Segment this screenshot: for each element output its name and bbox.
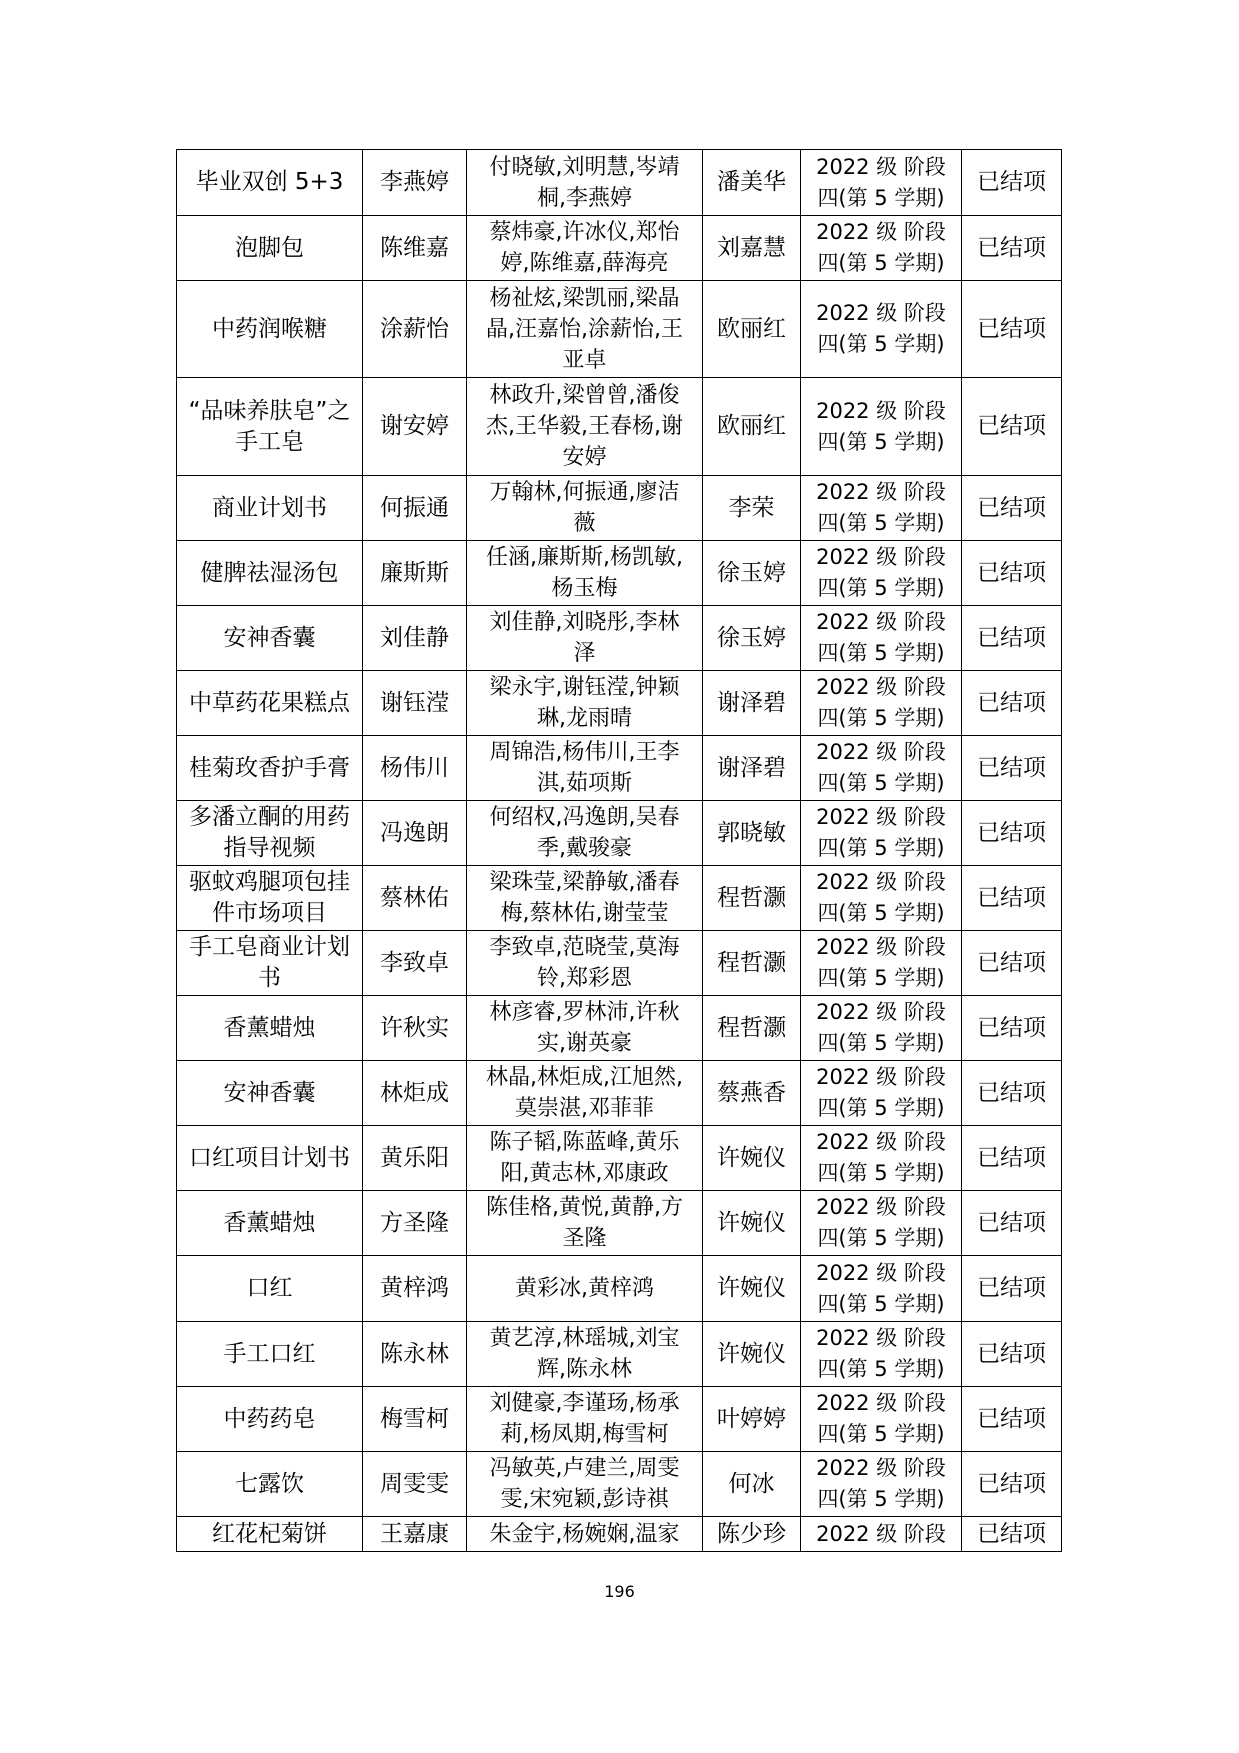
status-cell: 已结项 [962, 1061, 1062, 1126]
project-name-cell [177, 671, 363, 736]
phase-cell-line: 四(第 5 学期) [817, 1161, 945, 1185]
members-cell [467, 281, 703, 378]
project-name-cell-line: 香薰蜡烛 [223, 1014, 316, 1041]
members-cell-line: 冯敏英,卢建兰,周雯 [489, 1456, 680, 1481]
phase-cell [801, 1256, 962, 1322]
members-cell-line: 付晓敏,刘明慧,岑靖 [489, 154, 680, 180]
status-cell: 已结项 [962, 1387, 1062, 1452]
phase-cell-line: 2022 级 阶段 [816, 1195, 946, 1219]
phase-cell-line: 2022 级 阶段 [816, 935, 946, 959]
members-cell [467, 378, 703, 476]
project-name-cell-line: 健脾祛湿汤包 [200, 559, 339, 586]
project-name-cell-line: 商业计划书 [212, 494, 327, 521]
advisor-cell: 程哲灏 [703, 931, 801, 996]
leader-cell: 王嘉康 [363, 1517, 467, 1552]
leader-cell: 杨伟川 [363, 736, 467, 801]
leader-cell: 蔡林佑 [363, 866, 467, 931]
project-name-cell [177, 736, 363, 801]
advisor-cell: 程哲灏 [703, 866, 801, 931]
table-row [177, 931, 1062, 996]
phase-cell-line: 2022 级 阶段 [816, 870, 946, 894]
members-cell [467, 1452, 703, 1517]
phase-cell [801, 1322, 962, 1387]
status-cell: 已结项 [962, 1322, 1062, 1387]
phase-cell-line: 四(第 5 学期) [817, 511, 945, 535]
table-row [177, 1517, 1062, 1552]
members-cell-line: 淇,茹项斯 [537, 771, 632, 796]
leader-cell: 涂薪怡 [363, 281, 467, 378]
members-cell-line: 薇 [573, 511, 596, 536]
leader-cell: 许秋实 [363, 996, 467, 1061]
members-cell-line: 安婷 [562, 445, 607, 470]
advisor-cell: 徐玉婷 [703, 606, 801, 671]
project-name-cell [177, 1517, 363, 1552]
members-cell-line: 琳,龙雨晴 [537, 706, 632, 731]
status-cell: 已结项 [962, 378, 1062, 476]
leader-cell: 刘佳静 [363, 606, 467, 671]
advisor-cell: 蔡燕香 [703, 1061, 801, 1126]
members-cell-line: 梁永宇,谢钰滢,钟颖 [489, 675, 680, 700]
status-cell: 已结项 [962, 866, 1062, 931]
phase-cell [801, 541, 962, 606]
members-cell-line: 辉,陈永林 [537, 1357, 632, 1382]
project-name-cell-line: 毕业双创 5+3 [195, 169, 344, 195]
members-cell-line: 婷,陈维嘉,薛海亮 [500, 251, 669, 276]
project-name-cell [177, 541, 363, 606]
members-cell-line: 梅,蔡林佑,谢莹莹 [500, 901, 669, 926]
status-cell: 已结项 [962, 671, 1062, 736]
table-row [177, 736, 1062, 801]
phase-cell-line: 四(第 5 学期) [817, 641, 945, 665]
phase-cell-line: 四(第 5 学期) [817, 1357, 945, 1381]
project-name-cell [177, 1452, 363, 1517]
members-cell-line: 李致卓,范晓莹,莫海 [489, 935, 680, 960]
project-name-cell [177, 1256, 363, 1322]
members-cell [467, 476, 703, 541]
project-name-cell-line: 手工口红 [223, 1340, 316, 1367]
members-cell-line: 桐,李燕婷 [537, 185, 632, 211]
phase-cell-line: 四(第 5 学期) [817, 901, 945, 925]
members-cell [467, 931, 703, 996]
phase-cell [801, 1387, 962, 1452]
advisor-cell: 许婉仪 [703, 1126, 801, 1191]
advisor-cell: 郭晓敏 [703, 801, 801, 866]
status-cell: 已结项 [962, 606, 1062, 671]
advisor-cell: 欧丽红 [703, 281, 801, 378]
project-name-cell [177, 150, 363, 216]
phase-cell-line: 四(第 5 学期) [817, 1031, 945, 1055]
members-cell-line: 铃,郑彩恩 [537, 966, 632, 991]
project-name-cell-line: 件市场项目 [212, 900, 327, 926]
project-name-cell [177, 1191, 363, 1256]
phase-cell-line: 四(第 5 学期) [817, 429, 945, 454]
members-cell [467, 606, 703, 671]
leader-cell: 梅雪柯 [363, 1387, 467, 1452]
members-cell-line: 朱金宇,杨婉娴,温家 [489, 1521, 680, 1547]
project-name-cell [177, 866, 363, 931]
project-name-cell-line: 口红项目计划书 [189, 1144, 350, 1171]
members-cell [467, 671, 703, 736]
phase-cell-line: 四(第 5 学期) [817, 332, 945, 356]
advisor-cell: 李荣 [703, 476, 801, 541]
advisor-cell: 何冰 [703, 1452, 801, 1517]
advisor-cell: 程哲灏 [703, 996, 801, 1061]
members-cell [467, 736, 703, 801]
status-cell: 已结项 [962, 801, 1062, 866]
table-row [177, 378, 1062, 476]
leader-cell: 谢安婷 [363, 378, 467, 476]
members-cell [467, 150, 703, 216]
phase-cell [801, 1452, 962, 1517]
members-cell-line: 莫崇湛,邓菲菲 [515, 1096, 654, 1121]
phase-cell-line: 四(第 5 学期) [817, 185, 945, 210]
table-row [177, 801, 1062, 866]
phase-cell-line: 2022 级 阶段 [816, 154, 946, 179]
members-cell-line: 何绍权,冯逸朗,吴春 [489, 805, 680, 830]
advisor-cell: 许婉仪 [703, 1322, 801, 1387]
phase-cell-line: 四(第 5 学期) [817, 1487, 945, 1511]
members-cell-line: 林政升,梁曾曾,潘俊 [489, 383, 680, 408]
project-name-cell [177, 1126, 363, 1191]
table-row [177, 1256, 1062, 1322]
project-name-cell-line: 泡脚包 [235, 234, 304, 261]
table-row [177, 216, 1062, 281]
members-cell-line: 黄艺淳,林瑶城,刘宝 [489, 1326, 680, 1351]
members-cell [467, 1061, 703, 1126]
project-name-cell [177, 606, 363, 671]
table-row [177, 866, 1062, 931]
leader-cell: 黄乐阳 [363, 1126, 467, 1191]
status-cell: 已结项 [962, 1191, 1062, 1256]
project-name-cell [177, 801, 363, 866]
phase-cell-line: 四(第 5 学期) [817, 771, 945, 795]
phase-cell-line: 2022 级 阶段 [816, 805, 946, 829]
status-cell: 已结项 [962, 150, 1062, 216]
project-name-cell-line: 香薰蜡烛 [223, 1209, 316, 1236]
leader-cell: 黄梓鸿 [363, 1256, 467, 1322]
status-cell: 已结项 [962, 736, 1062, 801]
members-cell-line: 林彦睿,罗林沛,许秋 [489, 1000, 680, 1025]
members-cell [467, 1517, 703, 1552]
phase-cell-line: 2022 级 阶段 [816, 398, 946, 423]
project-name-cell-line: 驱蚊鸡腿项包挂 [189, 869, 350, 895]
phase-cell [801, 1517, 962, 1552]
phase-cell-line: 四(第 5 学期) [817, 966, 945, 990]
table-row [177, 541, 1062, 606]
members-cell-line: 杰,王华毅,王春杨,谢 [486, 414, 683, 439]
phase-cell [801, 996, 962, 1061]
phase-cell-line: 2022 级 阶段 [816, 1521, 946, 1546]
status-cell: 已结项 [962, 1256, 1062, 1322]
members-cell-line: 蔡炜豪,许冰仪,郑怡 [489, 220, 680, 245]
table-row [177, 996, 1062, 1061]
leader-cell: 陈维嘉 [363, 216, 467, 281]
members-cell [467, 801, 703, 866]
project-name-cell-line: 口红 [246, 1275, 293, 1301]
project-name-cell [177, 1387, 363, 1452]
project-name-cell-line: 手工皂 [235, 428, 304, 455]
project-name-cell-line: 书 [258, 965, 281, 991]
status-cell: 已结项 [962, 541, 1062, 606]
table-row [177, 1191, 1062, 1256]
leader-cell: 李燕婷 [363, 150, 467, 216]
phase-cell-line: 四(第 5 学期) [817, 251, 945, 275]
members-cell-line: 杨祉炫,梁凯丽,梁晶 [489, 285, 680, 311]
phase-cell [801, 866, 962, 931]
members-cell-line: 亚卓 [562, 347, 607, 373]
members-cell-line: 晶,汪嘉怡,涂薪怡,王 [486, 316, 683, 342]
phase-cell [801, 1191, 962, 1256]
members-cell-line: 陈子韬,陈蓝峰,黄乐 [489, 1130, 680, 1155]
phase-cell [801, 606, 962, 671]
table-row [177, 1387, 1062, 1452]
project-name-cell [177, 996, 363, 1061]
project-name-cell-line: 安神香囊 [223, 624, 316, 651]
project-name-cell [177, 1322, 363, 1387]
table-row [177, 150, 1062, 216]
members-cell-line: 莉,杨凤期,梅雪柯 [500, 1422, 669, 1447]
advisor-cell: 许婉仪 [703, 1191, 801, 1256]
members-cell [467, 866, 703, 931]
project-name-cell-line: 中草药花果糕点 [189, 689, 350, 716]
leader-cell: 方圣隆 [363, 1191, 467, 1256]
members-cell-line: 圣隆 [562, 1226, 607, 1251]
phase-cell-line: 2022 级 阶段 [816, 1130, 946, 1154]
advisor-cell: 徐玉婷 [703, 541, 801, 606]
projects-table [176, 149, 1062, 1552]
table-row [177, 1061, 1062, 1126]
project-name-cell-line: 七露饮 [235, 1470, 304, 1497]
phase-cell-line: 四(第 5 学期) [817, 1096, 945, 1120]
phase-cell-line: 四(第 5 学期) [817, 1291, 945, 1316]
projects-table-body [177, 150, 1062, 1552]
table-row [177, 606, 1062, 671]
table-row [177, 1126, 1062, 1191]
project-name-cell [177, 476, 363, 541]
phase-cell-line: 2022 级 阶段 [816, 1326, 946, 1350]
table-row [177, 476, 1062, 541]
phase-cell [801, 736, 962, 801]
phase-cell-line: 2022 级 阶段 [816, 1000, 946, 1024]
leader-cell: 陈永林 [363, 1322, 467, 1387]
advisor-cell: 刘嘉慧 [703, 216, 801, 281]
phase-cell [801, 378, 962, 476]
members-cell [467, 1322, 703, 1387]
phase-cell-line: 四(第 5 学期) [817, 1422, 945, 1446]
leader-cell: 周雯雯 [363, 1452, 467, 1517]
members-cell-line: 周锦浩,杨伟川,王李 [489, 740, 680, 765]
advisor-cell: 叶婷婷 [703, 1387, 801, 1452]
table-row [177, 1452, 1062, 1517]
project-name-cell [177, 378, 363, 476]
phase-cell-line: 四(第 5 学期) [817, 576, 945, 600]
phase-cell [801, 150, 962, 216]
leader-cell: 冯逸朗 [363, 801, 467, 866]
phase-cell-line: 2022 级 阶段 [816, 1065, 946, 1089]
phase-cell [801, 801, 962, 866]
phase-cell-line: 2022 级 阶段 [816, 545, 946, 569]
advisor-cell: 谢泽碧 [703, 671, 801, 736]
members-cell-line: 任涵,廉斯斯,杨凯敏, [486, 545, 683, 570]
status-cell: 已结项 [962, 1126, 1062, 1191]
advisor-cell: 许婉仪 [703, 1256, 801, 1322]
table-row [177, 671, 1062, 736]
advisor-cell: 欧丽红 [703, 378, 801, 476]
members-cell-line: 陈佳格,黄悦,黄静,方 [486, 1195, 683, 1220]
status-cell: 已结项 [962, 996, 1062, 1061]
members-cell-line: 梁珠莹,梁静敏,潘春 [489, 870, 680, 895]
phase-cell-line: 四(第 5 学期) [817, 836, 945, 860]
status-cell: 已结项 [962, 1517, 1062, 1552]
phase-cell [801, 1061, 962, 1126]
members-cell-line: 实,谢英豪 [537, 1031, 632, 1056]
project-name-cell-line: 手工皂商业计划 [189, 934, 350, 960]
members-cell-line: 刘佳静,刘晓彤,李林 [489, 610, 680, 635]
members-cell [467, 996, 703, 1061]
members-cell-line: 黄彩冰,黄梓鸿 [515, 1276, 654, 1301]
phase-cell-line: 2022 级 阶段 [816, 1260, 946, 1285]
leader-cell: 林炬成 [363, 1061, 467, 1126]
phase-cell-line: 2022 级 阶段 [816, 301, 946, 325]
members-cell-line: 泽 [573, 641, 596, 666]
members-cell [467, 216, 703, 281]
advisor-cell: 陈少珍 [703, 1517, 801, 1552]
members-cell-line: 万翰林,何振通,廖洁 [489, 480, 680, 505]
phase-cell [801, 931, 962, 996]
project-name-cell [177, 216, 363, 281]
project-name-cell [177, 931, 363, 996]
members-cell [467, 1126, 703, 1191]
project-name-cell [177, 281, 363, 378]
phase-cell [801, 1126, 962, 1191]
phase-cell [801, 216, 962, 281]
status-cell: 已结项 [962, 281, 1062, 378]
members-cell-line: 阳,黄志林,邓康政 [500, 1161, 669, 1186]
project-name-cell-line: 多潘立酮的用药 [189, 804, 350, 830]
leader-cell: 廉斯斯 [363, 541, 467, 606]
phase-cell-line: 四(第 5 学期) [817, 1226, 945, 1250]
members-cell-line: 雯,宋宛颖,彭诗祺 [500, 1487, 669, 1512]
phase-cell-line: 四(第 5 学期) [817, 706, 945, 730]
phase-cell-line: 2022 级 阶段 [816, 610, 946, 634]
members-cell [467, 541, 703, 606]
members-cell-line: 林晶,林炬成,江旭然, [486, 1065, 683, 1090]
status-cell: 已结项 [962, 1452, 1062, 1517]
page-number: 196 [604, 1582, 635, 1601]
project-name-cell-line: 指导视频 [223, 835, 316, 861]
status-cell: 已结项 [962, 476, 1062, 541]
members-cell-line: 季,戴骏豪 [537, 836, 632, 861]
phase-cell-line: 2022 级 阶段 [816, 1391, 946, 1415]
leader-cell: 何振通 [363, 476, 467, 541]
project-name-cell-line: 中药药皂 [223, 1405, 316, 1432]
phase-cell [801, 476, 962, 541]
status-cell: 已结项 [962, 931, 1062, 996]
phase-cell-line: 2022 级 阶段 [816, 220, 946, 244]
phase-cell-line: 2022 级 阶段 [816, 1456, 946, 1480]
table-row [177, 1322, 1062, 1387]
project-name-cell-line: 安神香囊 [223, 1079, 316, 1106]
phase-cell-line: 2022 级 阶段 [816, 740, 946, 764]
phase-cell [801, 671, 962, 736]
project-name-cell-line: 桂菊玫香护手膏 [189, 754, 350, 781]
table-row [177, 281, 1062, 378]
phase-cell [801, 281, 962, 378]
project-name-cell [177, 1061, 363, 1126]
advisor-cell: 潘美华 [703, 150, 801, 216]
phase-cell-line: 2022 级 阶段 [816, 480, 946, 504]
members-cell-line: 刘健豪,李谨玚,杨承 [489, 1391, 680, 1416]
project-name-cell-line: 红花杞菊饼 [212, 1520, 327, 1547]
members-cell-line: 杨玉梅 [551, 576, 618, 601]
advisor-cell: 谢泽碧 [703, 736, 801, 801]
members-cell [467, 1191, 703, 1256]
project-name-cell-line: 中药润喉糖 [212, 315, 327, 342]
phase-cell-line: 2022 级 阶段 [816, 675, 946, 699]
status-cell: 已结项 [962, 216, 1062, 281]
leader-cell: 李致卓 [363, 931, 467, 996]
members-cell [467, 1256, 703, 1322]
leader-cell: 谢钰滢 [363, 671, 467, 736]
project-name-cell-line: “品味养肤皂”之 [188, 397, 351, 424]
members-cell [467, 1387, 703, 1452]
